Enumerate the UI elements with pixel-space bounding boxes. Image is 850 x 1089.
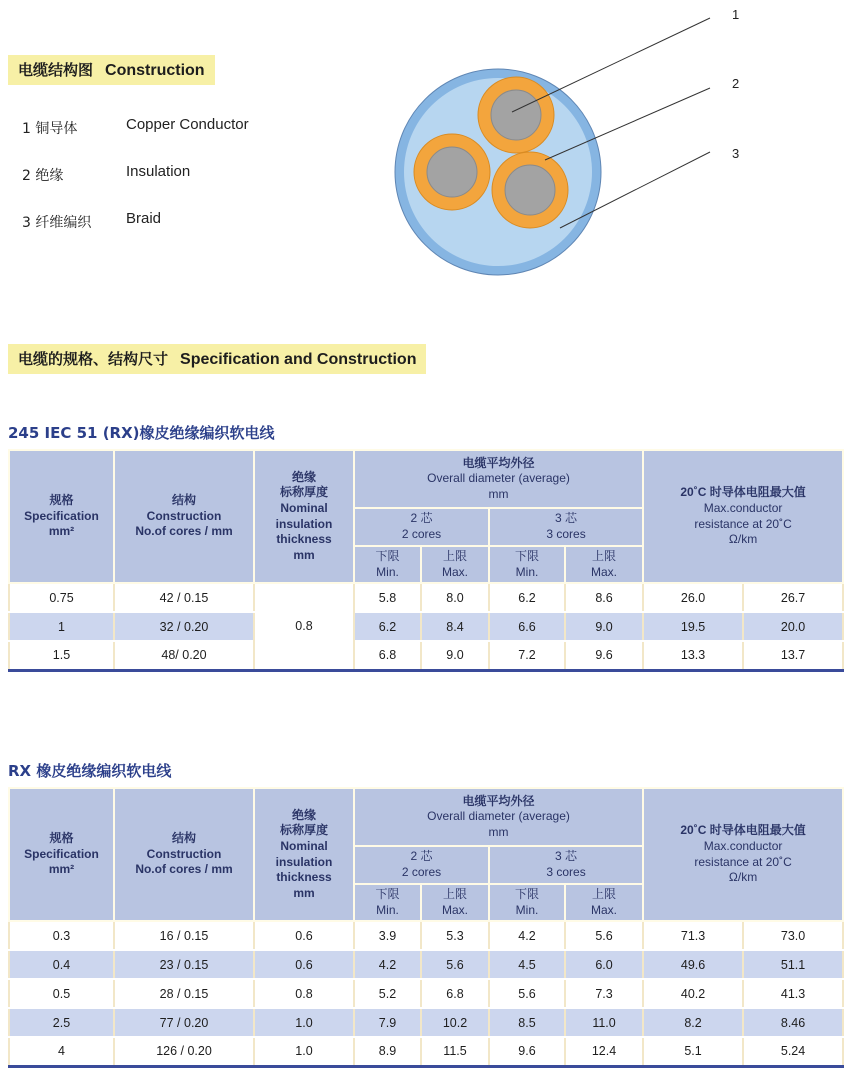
header-resistance [643, 788, 843, 921]
header-diameter-zh: 电缆平均外径 [462, 455, 535, 470]
table-row [9, 921, 843, 950]
cell-d3-max: 9.6 [565, 641, 643, 670]
header-thickness-zh2: 标称厚度 [279, 823, 328, 838]
cell-spec: 0.75 [9, 583, 114, 612]
legend-item-zh: 3 纤维编织 [22, 215, 92, 231]
cell-spec: 1.5 [9, 641, 114, 670]
cell-spec: 0.4 [9, 950, 114, 979]
table2-title: RX 橡皮绝缘编织软电线 [8, 762, 172, 780]
header-spec [9, 450, 114, 583]
cell-d2-max: 8.4 [421, 612, 489, 641]
core-right-conductor [505, 165, 555, 215]
cell-d2-min: 6.2 [354, 612, 421, 641]
table2 [8, 787, 844, 1068]
cell-resistance-2: 5.24 [743, 1037, 843, 1066]
header-construction-zh: 结构 [171, 831, 196, 846]
header-thickness-en1: Nominal [280, 839, 328, 853]
header-max-en: Max. [441, 564, 468, 579]
header-construction [114, 450, 254, 583]
cell-construction: 48/ 0.20 [114, 641, 254, 670]
cell-d3-min: 5.6 [489, 979, 565, 1008]
cell-d2-min: 5.2 [354, 979, 421, 1008]
header-min-en: Min. [376, 564, 399, 579]
header-min [354, 884, 421, 921]
header-max-zh: 上限 [592, 549, 617, 563]
header-min-zh: 下限 [514, 887, 539, 901]
cell-resistance-2: 26.7 [743, 583, 843, 612]
header-thickness-zh1: 绝缘 [291, 807, 316, 822]
construction-heading-zh: 电缆结构图 [18, 61, 94, 79]
table-row [9, 612, 843, 641]
header-thickness-unit: mm [293, 885, 315, 900]
header-diameter [354, 450, 643, 508]
cell-d2-max: 5.6 [421, 950, 489, 979]
header-thickness [254, 450, 354, 583]
cell-d3-min: 4.2 [489, 921, 565, 950]
header-thickness-en3: thickness [276, 532, 332, 547]
cell-d3-min: 8.5 [489, 1008, 565, 1037]
header-resistance [643, 450, 843, 583]
cell-thickness: 1.0 [254, 1008, 354, 1037]
callout-line-1 [512, 18, 710, 112]
cell-thickness: 0.8 [254, 979, 354, 1008]
header-max-zh: 上限 [592, 887, 617, 901]
cell-resistance-2: 13.7 [743, 641, 843, 670]
header-thickness-en2: insulation [275, 854, 333, 869]
cell-construction: 23 / 0.15 [114, 950, 254, 979]
cell-d2-min: 8.9 [354, 1037, 421, 1066]
cell-d3-max: 11.0 [565, 1008, 643, 1037]
cell-spec: 2.5 [9, 1008, 114, 1037]
header-construction-en: Construction [146, 846, 222, 861]
cell-spec: 0.3 [9, 921, 114, 950]
header-min-zh: 下限 [375, 887, 400, 901]
legend-item-zh: 2 绝缘 [22, 168, 64, 184]
header-max-en: Max. [591, 902, 618, 917]
header-spec-en: Specification [24, 846, 99, 861]
header-diameter [354, 788, 643, 846]
cell-d3-max: 9.0 [565, 612, 643, 641]
legend-item-en: Insulation [126, 163, 191, 180]
cell-thickness: 0.6 [254, 950, 354, 979]
spec-heading-en: Specification and Construction [180, 351, 417, 368]
header-min-zh: 下限 [514, 549, 539, 563]
cell-resistance-1: 19.5 [643, 612, 743, 641]
header-min [489, 546, 565, 583]
core-top-conductor [491, 90, 541, 140]
spec-heading [8, 344, 426, 374]
cell-d2-max: 10.2 [421, 1008, 489, 1037]
cell-construction: 16 / 0.15 [114, 921, 254, 950]
header-spec-en: Specification [24, 508, 99, 523]
cell-d3-max: 7.3 [565, 979, 643, 1008]
header-three-cores-zh: 3 芯 [555, 849, 578, 864]
cell-d3-max: 6.0 [565, 950, 643, 979]
cell-d2-max: 5.3 [421, 921, 489, 950]
legend-item-en: Copper Conductor [126, 116, 249, 133]
cell-resistance-1: 5.1 [643, 1037, 743, 1066]
cell-resistance-1: 49.6 [643, 950, 743, 979]
header-two-cores [354, 508, 489, 546]
header-min-en: Min. [515, 564, 539, 579]
header-two-cores-en: 2 cores [401, 527, 442, 541]
header-diameter-unit: mm [488, 824, 509, 839]
header-thickness-zh1: 绝缘 [291, 469, 316, 484]
cell-d3-min: 9.6 [489, 1037, 565, 1066]
cell-d3-min: 4.5 [489, 950, 565, 979]
header-resistance-zh: 20˚C 时导体电阻最大值 [680, 823, 806, 838]
cable-cross-section-diagram [380, 0, 780, 280]
header-spec [9, 788, 114, 921]
header-resistance-en2: resistance at 20˚C [694, 854, 792, 869]
header-thickness-en1: Nominal [280, 501, 328, 515]
construction-heading [8, 55, 215, 85]
cell-d3-min: 7.2 [489, 641, 565, 670]
cell-resistance-2: 20.0 [743, 612, 843, 641]
construction-heading-en: Construction [105, 62, 205, 79]
header-diameter-en: Overall diameter (average) [427, 471, 570, 486]
cell-d3-min: 6.2 [489, 583, 565, 612]
legend-item-zh: 1 铜导体 [22, 121, 78, 137]
cell-d2-min: 6.8 [354, 641, 421, 670]
cell-construction: 77 / 0.20 [114, 1008, 254, 1037]
cell-d3-max: 8.6 [565, 583, 643, 612]
header-spec-zh: 规格 [49, 493, 74, 508]
header-thickness [254, 788, 354, 921]
header-two-cores [354, 846, 489, 884]
cell-construction: 28 / 0.15 [114, 979, 254, 1008]
table-row [9, 641, 843, 670]
header-resistance-en2: resistance at 20˚C [694, 516, 792, 531]
header-spec-zh: 规格 [49, 831, 74, 846]
cell-d2-min: 3.9 [354, 921, 421, 950]
header-spec-unit: mm² [48, 524, 75, 539]
header-thickness-en2: insulation [275, 516, 333, 531]
cell-construction: 32 / 0.20 [114, 612, 254, 641]
header-two-cores-zh: 2 芯 [410, 511, 433, 526]
header-construction-sub: No.of cores / mm [135, 524, 233, 539]
table1 [8, 449, 844, 672]
table-row [9, 1008, 843, 1037]
cell-spec: 1 [9, 612, 114, 641]
header-resistance-unit: Ω/km [728, 532, 758, 547]
header-resistance-en1: Max.conductor [703, 501, 783, 515]
callout-label-1: 1 [732, 7, 740, 22]
header-resistance-en1: Max.conductor [703, 839, 783, 853]
cell-spec: 4 [9, 1037, 114, 1066]
cell-d2-max: 9.0 [421, 641, 489, 670]
header-min-zh: 下限 [375, 549, 400, 563]
cell-d2-max: 8.0 [421, 583, 489, 612]
cell-resistance-1: 40.2 [643, 979, 743, 1008]
header-resistance-unit: Ω/km [728, 870, 758, 885]
header-construction-en: Construction [146, 508, 222, 523]
cell-d2-max: 6.8 [421, 979, 489, 1008]
header-max-zh: 上限 [442, 549, 467, 563]
header-resistance-zh: 20˚C 时导体电阻最大值 [680, 485, 806, 500]
cell-d2-max: 11.5 [421, 1037, 489, 1066]
header-diameter-en: Overall diameter (average) [427, 809, 570, 824]
core-left-conductor [427, 147, 477, 197]
table-row [9, 950, 843, 979]
header-three-cores-en: 3 cores [546, 527, 586, 541]
header-two-cores-zh: 2 芯 [410, 849, 433, 864]
header-two-cores-en: 2 cores [401, 865, 442, 879]
header-construction-zh: 结构 [171, 493, 196, 508]
cell-resistance-1: 26.0 [643, 583, 743, 612]
cell-resistance-1: 71.3 [643, 921, 743, 950]
header-three-cores [489, 846, 643, 884]
header-min-en: Min. [376, 902, 399, 917]
header-min [489, 884, 565, 921]
cell-spec: 0.5 [9, 979, 114, 1008]
header-three-cores-en: 3 cores [546, 865, 586, 879]
table-row [9, 979, 843, 1008]
cell-thickness: 1.0 [254, 1037, 354, 1066]
cell-thickness: 0.6 [254, 921, 354, 950]
header-max [565, 546, 643, 583]
cell-resistance-2: 41.3 [743, 979, 843, 1008]
cell-resistance-1: 8.2 [643, 1008, 743, 1037]
header-three-cores [489, 508, 643, 546]
header-max-en: Max. [441, 902, 468, 917]
cell-resistance-2: 73.0 [743, 921, 843, 950]
header-max-zh: 上限 [442, 887, 467, 901]
cell-d2-min: 5.8 [354, 583, 421, 612]
cell-thickness-merged: 0.8 [254, 583, 354, 670]
header-max [421, 546, 489, 583]
cell-resistance-1: 13.3 [643, 641, 743, 670]
header-max [421, 884, 489, 921]
spec-heading-zh: 电缆的规格、结构尺寸 [18, 350, 169, 368]
table1-title: 245 IEC 51 (RX)橡皮绝缘编织软电线 [8, 424, 275, 442]
table-row [9, 583, 843, 612]
header-max-en: Max. [591, 564, 618, 579]
header-thickness-unit: mm [293, 547, 315, 562]
header-construction [114, 788, 254, 921]
callout-label-3: 3 [732, 146, 740, 161]
header-min-en: Min. [515, 902, 539, 917]
header-spec-unit: mm² [48, 862, 75, 877]
cell-d2-min: 7.9 [354, 1008, 421, 1037]
header-thickness-en3: thickness [276, 870, 332, 885]
cell-d3-min: 6.6 [489, 612, 565, 641]
header-diameter-unit: mm [488, 486, 509, 501]
cell-resistance-2: 8.46 [743, 1008, 843, 1037]
header-three-cores-zh: 3 芯 [555, 511, 578, 526]
header-thickness-zh2: 标称厚度 [279, 485, 328, 500]
cell-d2-min: 4.2 [354, 950, 421, 979]
cell-d3-max: 12.4 [565, 1037, 643, 1066]
header-construction-sub: No.of cores / mm [135, 862, 233, 877]
callout-label-2: 2 [732, 76, 740, 91]
header-min [354, 546, 421, 583]
header-diameter-zh: 电缆平均外径 [462, 793, 535, 808]
cell-construction: 126 / 0.20 [114, 1037, 254, 1066]
cell-resistance-2: 51.1 [743, 950, 843, 979]
cell-construction: 42 / 0.15 [114, 583, 254, 612]
cell-d3-max: 5.6 [565, 921, 643, 950]
table-row [9, 1037, 843, 1066]
header-max [565, 884, 643, 921]
legend-item-en: Braid [126, 210, 162, 227]
